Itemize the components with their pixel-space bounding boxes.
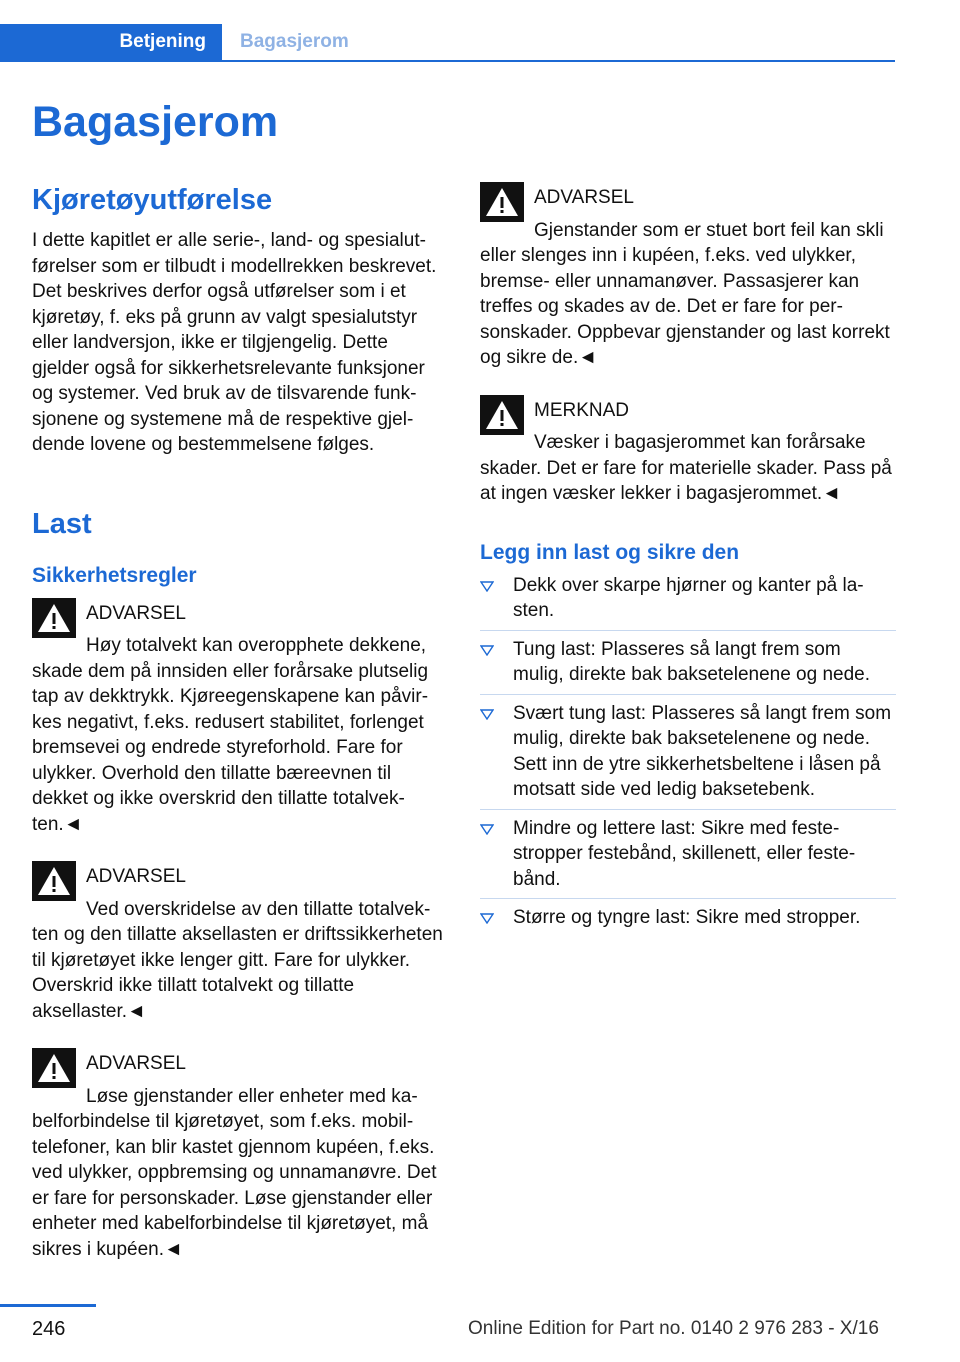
page-header <box>0 24 895 62</box>
warning-label: ADVARSEL <box>86 602 186 624</box>
section-heading-cargo: Last <box>32 507 92 540</box>
warning-label: ADVARSEL <box>86 1053 186 1074</box>
warning-triangle-icon <box>480 395 524 435</box>
warning-block <box>32 1046 448 1262</box>
warning-block <box>32 859 448 1024</box>
triangle-bullet-icon <box>480 709 494 720</box>
vehicle-version-text: I dette kapitlet er alle serie-, land- og spesialutførelser som er tilbudt i modellrekken beskrevet. Det beskrives derfor også utførelser som i et kjøretøy, f. eks på grunn av valgt spesialutstyr eller landversjon, ikke er tilgjengelig. Dette gjelder også for sikkerhetsrelevante funksjoner og systemer. Ved bruk av de tilsvarende funksjonene og systemene må de respektive gjeldende lovene og bestemmelsene følges. <box>32 230 437 455</box>
subsection-heading-safety-rules: Sikkerhetsregler <box>32 563 197 587</box>
notice-label: MERKNAD <box>534 399 630 421</box>
section-heading-vehicle-version: Kjøretøyutførelse <box>32 184 273 216</box>
warning-text: Gjenstander som er stuet bort feil kan skli eller slenges inn i kupéen, f.eks. ved ulykker, bremse- eller unnamanøver. Passasjerer kan treffes og skades av de. Det er fare for personskader. Oppbevar gjenstander og last korrekt og sikre de.◄ <box>480 219 890 368</box>
footer-rule <box>0 1304 96 1307</box>
list-item-text: Mindre og lettere last: Sikre med festestropper festebånd, skillenett, eller festebånd. <box>513 817 856 890</box>
warning-text: Ved overskridelse av den tillatte totalvekten og den tillatte aksellasten er driftssikkerheten til kjøretøyet ikke lenger gitt. Fare for ulykker. Overskrid ikke tillatt totalvekt og tillatte aksellaster.◄ <box>32 898 443 1022</box>
list-item-text: Tung last: Plasseres så langt frem som mulig, direkte bak baksetelenene og nede. <box>513 638 871 685</box>
list-divider <box>480 898 896 899</box>
list-item-text: Svært tung last: Plasseres så langt frem som mulig, direkte bak baksetelenene og nede. Sett inn de ytre sikkerhetsbeltene i låsen på motsatt side ved ledig baksetebenk. <box>513 702 892 800</box>
triangle-bullet-icon <box>480 581 494 592</box>
header-rule <box>0 60 895 62</box>
warning-triangle-icon <box>32 861 76 901</box>
list-item <box>480 816 896 893</box>
list-item-text: Dekk over skarpe hjørner og kanter på lasten. <box>513 574 864 621</box>
triangle-bullet-icon <box>480 824 494 835</box>
warning-block <box>480 180 896 371</box>
subsection-heading-load-secure: Legg inn last og sikre den <box>480 540 740 564</box>
warning-triangle-icon <box>32 598 76 638</box>
warning-text: Høy totalvekt kan overopphete dekkene, skade dem på innsiden eller forårsake plutselig tap av dekktrykk. Kjøreegenskapene kan påvirkes negativt, f.eks. redusert stabilitet, forlenget bremsevei og endrede styreforhold. Fare for ulykker. Overhold den tillatte bæreevnen til dekket og ikke overskrid den tillatte totalvekten.◄ <box>32 635 429 835</box>
notice-text: Væsker i bagasjerommet kan forårsake skader. Det er fare for materielle skader. Pass på at ingen væsker lekker i bagasjerommet.◄ <box>480 432 892 504</box>
warning-block <box>32 596 448 838</box>
triangle-bullet-icon <box>480 913 494 924</box>
left-column <box>32 180 448 1262</box>
list-item <box>480 701 896 803</box>
footer-edition: Online Edition for Part no. 0140 2 976 283 - X/16 <box>468 1318 879 1339</box>
list-divider <box>480 809 896 810</box>
list-divider <box>480 630 896 631</box>
warning-text: Løse gjenstander eller enheter med kabelforbindelse til kjøretøyet, som f.eks. mobiltelefoner, kan blir kastet gjennom kupéen, f.eks. ved ulykker, oppbremsing og unnamanøvre. Det er fare for personskader. Løse gjenstander eller enheter med kabelforbindelse til kjøretøyet, må sikres i kupéen.◄ <box>32 1085 437 1260</box>
load-instructions-list <box>480 573 896 931</box>
page-number: 246 <box>32 1318 66 1340</box>
list-divider <box>480 694 896 695</box>
header-tab-active-label: Betjening <box>119 31 206 52</box>
notice-block <box>480 393 896 507</box>
warning-triangle-icon <box>32 1048 76 1088</box>
triangle-bullet-icon <box>480 645 494 656</box>
right-column <box>480 180 896 931</box>
list-item-text: Større og tyngre last: Sikre med stropper. <box>513 907 861 928</box>
warning-triangle-icon <box>480 182 524 222</box>
header-tab-active[interactable] <box>0 24 222 60</box>
page-title: Bagasjerom <box>32 98 279 146</box>
list-item <box>480 637 896 688</box>
list-item <box>480 573 896 624</box>
warning-label: ADVARSEL <box>86 866 186 887</box>
header-tab-inactive[interactable]: Bagasjerom <box>240 31 349 52</box>
warning-label: ADVARSEL <box>534 187 634 208</box>
list-item <box>480 905 896 931</box>
